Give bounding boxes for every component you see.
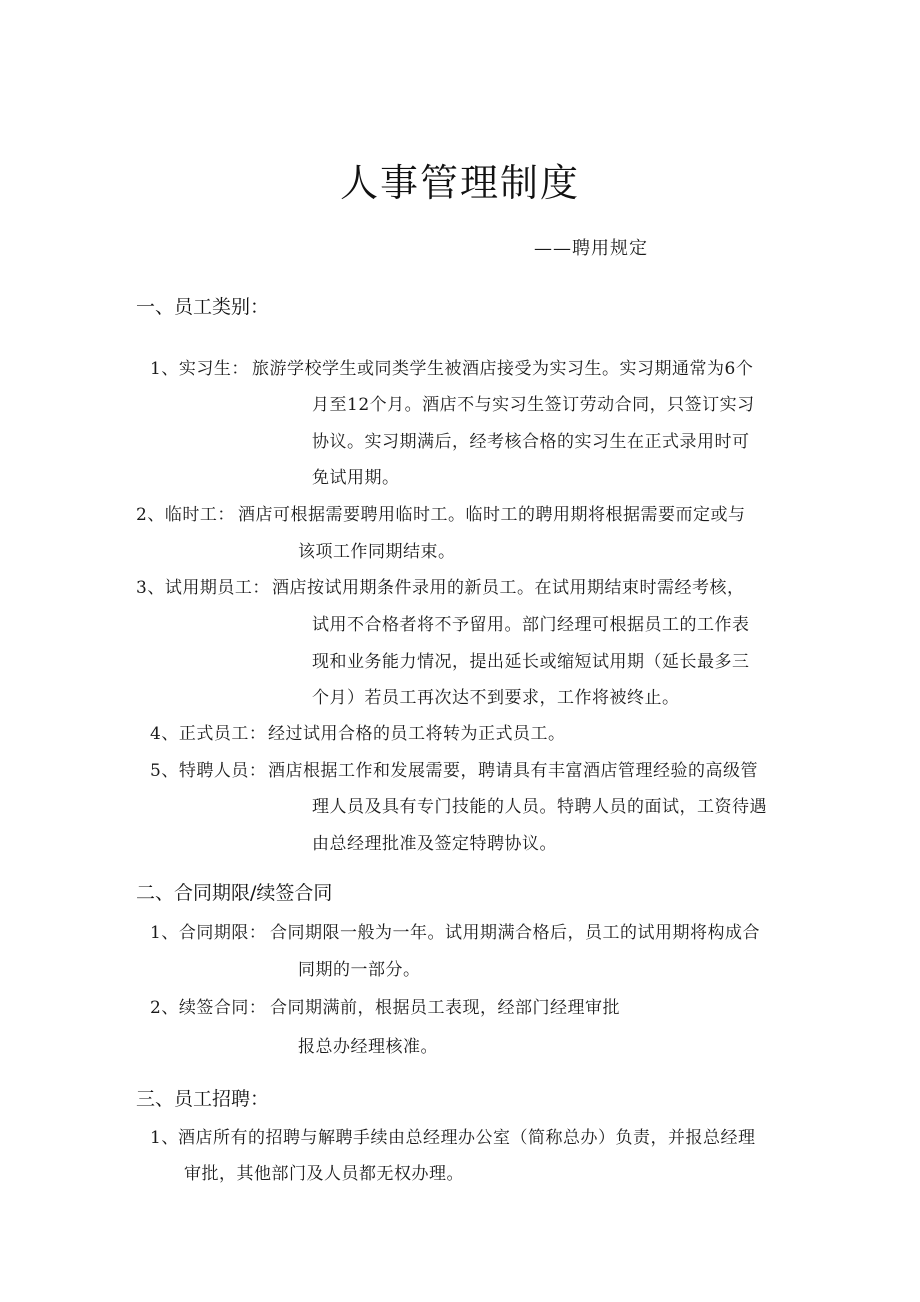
item-line: 现和业务能力情况，提出延长或缩短试用期（延长最多三 xyxy=(312,652,750,672)
item-line: 理人员及具有专门技能的人员。特聘人员的面试，工资待遇 xyxy=(312,797,767,817)
item-label-contract-renewal: 2、续签合同： xyxy=(150,998,267,1018)
item-line: 报总办经理核准。 xyxy=(298,1037,438,1057)
item-line: 该项工作同期结束。 xyxy=(298,542,456,562)
section-heading-contract-term: 二、合同期限/续签合同 xyxy=(136,882,333,904)
item-line: 审批，其他部门及人员都无权办理。 xyxy=(184,1164,464,1184)
item-label-contract-term: 1、合同期限： xyxy=(150,923,267,943)
item-line: 旅游学校学生或同类学生被酒店接受为实习生。实习期通常为6个 xyxy=(252,359,754,379)
item-line: 合同期限一般为一年。试用期满合格后，员工的试用期将构成合 xyxy=(270,923,760,943)
item-label-temporary-worker: 2、临时工： xyxy=(136,505,235,525)
item-line: 由总经理批准及签定特聘协议。 xyxy=(312,834,557,854)
item-line: 酒店按试用期条件录用的新员工。在试用期结束时需经考核， xyxy=(272,578,745,598)
item-line: 同期的一部分。 xyxy=(298,960,421,980)
page-title: 人事管理制度 xyxy=(339,161,580,205)
item-line: 月至12个月。酒店不与实习生签订劳动合同，只签订实习 xyxy=(312,395,755,415)
section-heading-employee-types: 一、员工类别： xyxy=(136,296,270,318)
item-label-regular-employee: 4、正式员工： xyxy=(150,724,267,744)
item-line: 试用不合格者将不予留用。部门经理可根据员工的工作表 xyxy=(312,615,750,635)
item-label-probation-employee: 3、试用期员工： xyxy=(136,578,270,598)
item-line: 酒店根据工作和发展需要，聘请具有丰富酒店管理经验的高级管 xyxy=(268,761,758,781)
section-heading-recruitment: 三、员工招聘： xyxy=(136,1088,270,1110)
item-line: 合同期满前，根据员工表现，经部门经理审批 xyxy=(270,998,620,1018)
item-line: 免试用期。 xyxy=(312,468,400,488)
item-label-special-hire: 5、特聘人员： xyxy=(150,761,267,781)
item-label-recruitment-1: 1、 xyxy=(150,1128,179,1148)
item-line: 酒店所有的招聘与解聘手续由总经理办公室（简称总办）负责，并报总经理 xyxy=(178,1128,756,1148)
item-line: 酒店可根据需要聘用临时工。临时工的聘用期将根据需要而定或与 xyxy=(238,505,746,525)
item-line: 协议。实习期满后，经考核合格的实习生在正式录用时可 xyxy=(312,432,750,452)
item-line: 经过试用合格的员工将转为正式员工。 xyxy=(268,724,566,744)
item-label-intern: 1、实习生： xyxy=(150,359,249,379)
item-line: 个月）若员工再次达不到要求，工作将被终止。 xyxy=(312,688,680,708)
page-subtitle: ——聘用规定 xyxy=(534,238,648,259)
